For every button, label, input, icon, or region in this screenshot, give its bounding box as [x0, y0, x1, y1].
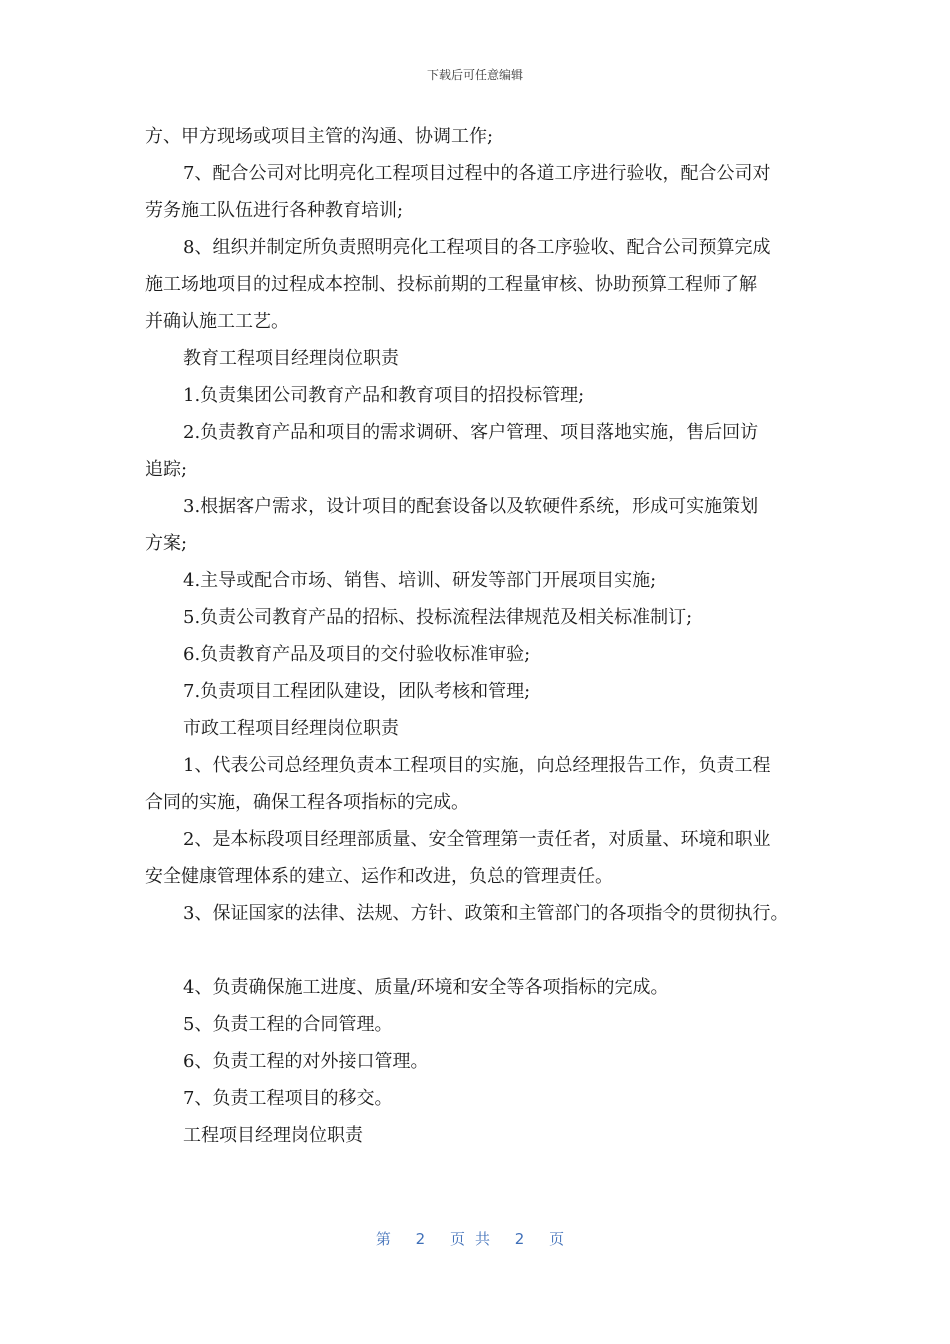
- footer-prefix: 第: [375, 1230, 401, 1248]
- paragraph-line: 方、甲方现场或项目主管的沟通、协调工作;: [145, 126, 494, 147]
- paragraph-line: 并确认施工工艺。: [145, 311, 289, 332]
- page-header: 下载后可任意编辑: [426, 68, 523, 82]
- list-item: 4、负责确保施工进度、质量/环境和安全等各项指标的完成。: [183, 977, 669, 998]
- list-item: 1.负责集团公司教育产品和教育项目的招投标管理;: [183, 385, 585, 406]
- list-item-continuation: 合同的实施，确保工程各项指标的完成。: [145, 792, 469, 813]
- paragraph-line: 劳务施工队伍进行各种教育培训;: [145, 200, 404, 221]
- list-item: 2、是本标段项目经理部质量、安全管理第一责任者，对质量、环境和职业: [183, 829, 771, 850]
- current-page-number: 2: [415, 1230, 436, 1248]
- list-item: 7、负责工程项目的移交。: [183, 1088, 393, 1109]
- list-item: 1、代表公司总经理负责本工程项目的实施，向总经理报告工作，负责工程: [183, 755, 771, 776]
- blank-line: [145, 932, 825, 969]
- list-item: 6.负责教育产品及项目的交付验收标准审验;: [183, 644, 531, 665]
- list-item: 5.负责公司教育产品的招标、投标流程法律规范及相关标准制订;: [183, 607, 693, 628]
- list-item: 7.负责项目工程团队建设，团队考核和管理;: [183, 681, 531, 702]
- list-item: 3.根据客户需求，设计项目的配套设备以及软硬件系统，形成可实施策划: [183, 496, 759, 517]
- list-item: 4.主导或配合市场、销售、培训、研发等部门开展项目实施;: [183, 570, 657, 591]
- list-item-continuation: 安全健康管理体系的建立、运作和改进，负总的管理责任。: [145, 866, 613, 887]
- page-footer: [0, 1228, 950, 1249]
- footer-middle: 页共: [449, 1230, 500, 1248]
- footer-suffix: 页: [549, 1230, 575, 1248]
- list-item-continuation: 追踪;: [145, 459, 188, 480]
- paragraph-line: 8、组织并制定所负责照明亮化工程项目的各工序验收、配合公司预算完成: [183, 237, 771, 258]
- list-item-continuation: 方案;: [145, 533, 188, 554]
- paragraph-line: 施工场地项目的过程成本控制、投标前期的工程量审核、协助预算工程师了解: [145, 274, 757, 295]
- paragraph-line: 7、配合公司对比明亮化工程项目过程中的各道工序进行验收，配合公司对: [183, 163, 771, 184]
- list-item: 6、负责工程的对外接口管理。: [183, 1051, 429, 1072]
- list-item: 5、负责工程的合同管理。: [183, 1014, 393, 1035]
- document-body: [145, 118, 825, 1154]
- list-item: 3、保证国家的法律、法规、方针、政策和主管部门的各项指令的贯彻执行。: [183, 903, 789, 924]
- list-item: 2.负责教育产品和项目的需求调研、客户管理、项目落地实施，售后回访: [183, 422, 759, 443]
- section-heading: 市政工程项目经理岗位职责: [183, 718, 399, 739]
- section-heading: 工程项目经理岗位职责: [183, 1125, 363, 1146]
- section-heading: 教育工程项目经理岗位职责: [183, 348, 399, 369]
- total-pages-number: 2: [514, 1230, 535, 1248]
